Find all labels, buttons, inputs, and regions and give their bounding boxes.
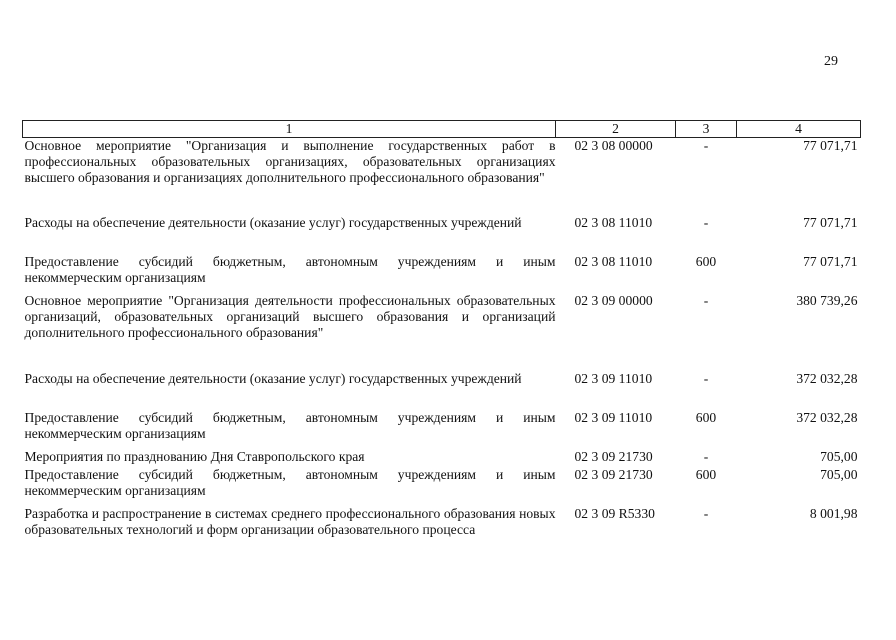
row-code: 02 3 09 11010 bbox=[574, 410, 653, 425]
row-code: 02 3 08 11010 bbox=[574, 254, 653, 269]
row-amount: 705,00 bbox=[820, 467, 858, 482]
row-vr: - bbox=[703, 138, 709, 153]
column-header-code: 2 bbox=[556, 121, 676, 138]
row-amount: 77 071,71 bbox=[803, 138, 858, 153]
row-name: Мероприятия по празднованию Дня Ставропольского края bbox=[24, 449, 365, 464]
table-row bbox=[23, 506, 861, 562]
column-header-amount: 4 bbox=[737, 121, 861, 138]
table-row bbox=[23, 467, 861, 506]
row-name: Расходы на обеспечение деятельности (оказание услуг) государственных учреждений bbox=[24, 371, 522, 386]
row-amount: 77 071,71 bbox=[803, 254, 858, 269]
table-row bbox=[23, 371, 861, 410]
table-row bbox=[23, 449, 861, 467]
row-amount: 372 032,28 bbox=[796, 410, 858, 425]
row-vr: 600 bbox=[695, 254, 717, 269]
page-number: 29 bbox=[824, 54, 838, 69]
row-amount: 77 071,71 bbox=[803, 215, 858, 230]
table-row bbox=[23, 293, 861, 371]
row-name: Предоставление субсидий бюджетным, автономным учреждениям и иным некоммерческим организациям bbox=[24, 467, 556, 498]
row-name: Расходы на обеспечение деятельности (оказание услуг) государственных учреждений bbox=[24, 215, 522, 230]
row-name: Основное мероприятие "Организация и выполнение государственных работ в профессиональных образовательных организациях, образовательных организациях высшего образования и организациях дополнительного профессионального образования" bbox=[24, 138, 556, 185]
row-name: Разработка и распространение в системах среднего профессионального образования новых образовательных технологий и форм организации образовательного процесса bbox=[24, 506, 556, 537]
row-code: 02 3 09 00000 bbox=[574, 293, 653, 308]
budget-table bbox=[22, 120, 861, 562]
row-code: 02 3 09 21730 bbox=[574, 449, 653, 464]
row-vr: - bbox=[703, 449, 709, 464]
table-row bbox=[23, 138, 861, 216]
row-code: 02 3 09 R5330 bbox=[574, 506, 655, 521]
row-vr: 600 bbox=[695, 410, 717, 425]
row-amount: 8 001,98 bbox=[809, 506, 858, 521]
row-vr: - bbox=[703, 506, 709, 521]
row-vr: - bbox=[703, 215, 709, 230]
table-header-row bbox=[23, 121, 861, 138]
row-vr: - bbox=[703, 371, 709, 386]
row-name: Предоставление субсидий бюджетным, автономным учреждениям и иным некоммерческим организациям bbox=[24, 410, 556, 441]
row-amount: 705,00 bbox=[820, 449, 858, 464]
row-vr: - bbox=[703, 293, 709, 308]
column-header-name: 1 bbox=[23, 121, 556, 138]
row-code: 02 3 08 11010 bbox=[574, 215, 653, 230]
table-row bbox=[23, 215, 861, 254]
row-code: 02 3 09 11010 bbox=[574, 371, 653, 386]
row-name: Предоставление субсидий бюджетным, автономным учреждениям и иным некоммерческим организациям bbox=[24, 254, 556, 285]
table-row bbox=[23, 410, 861, 449]
row-code: 02 3 09 21730 bbox=[574, 467, 653, 482]
row-amount: 380 739,26 bbox=[796, 293, 858, 308]
column-header-vr: 3 bbox=[676, 121, 737, 138]
row-vr: 600 bbox=[695, 467, 717, 482]
row-name: Основное мероприятие "Организация деятельности профессиональных образовательных организаций, образовательных организаций высшего образования и организаций дополнительного профессионального образования" bbox=[24, 293, 556, 340]
row-amount: 372 032,28 bbox=[796, 371, 858, 386]
row-code: 02 3 08 00000 bbox=[574, 138, 653, 153]
table-row bbox=[23, 254, 861, 293]
